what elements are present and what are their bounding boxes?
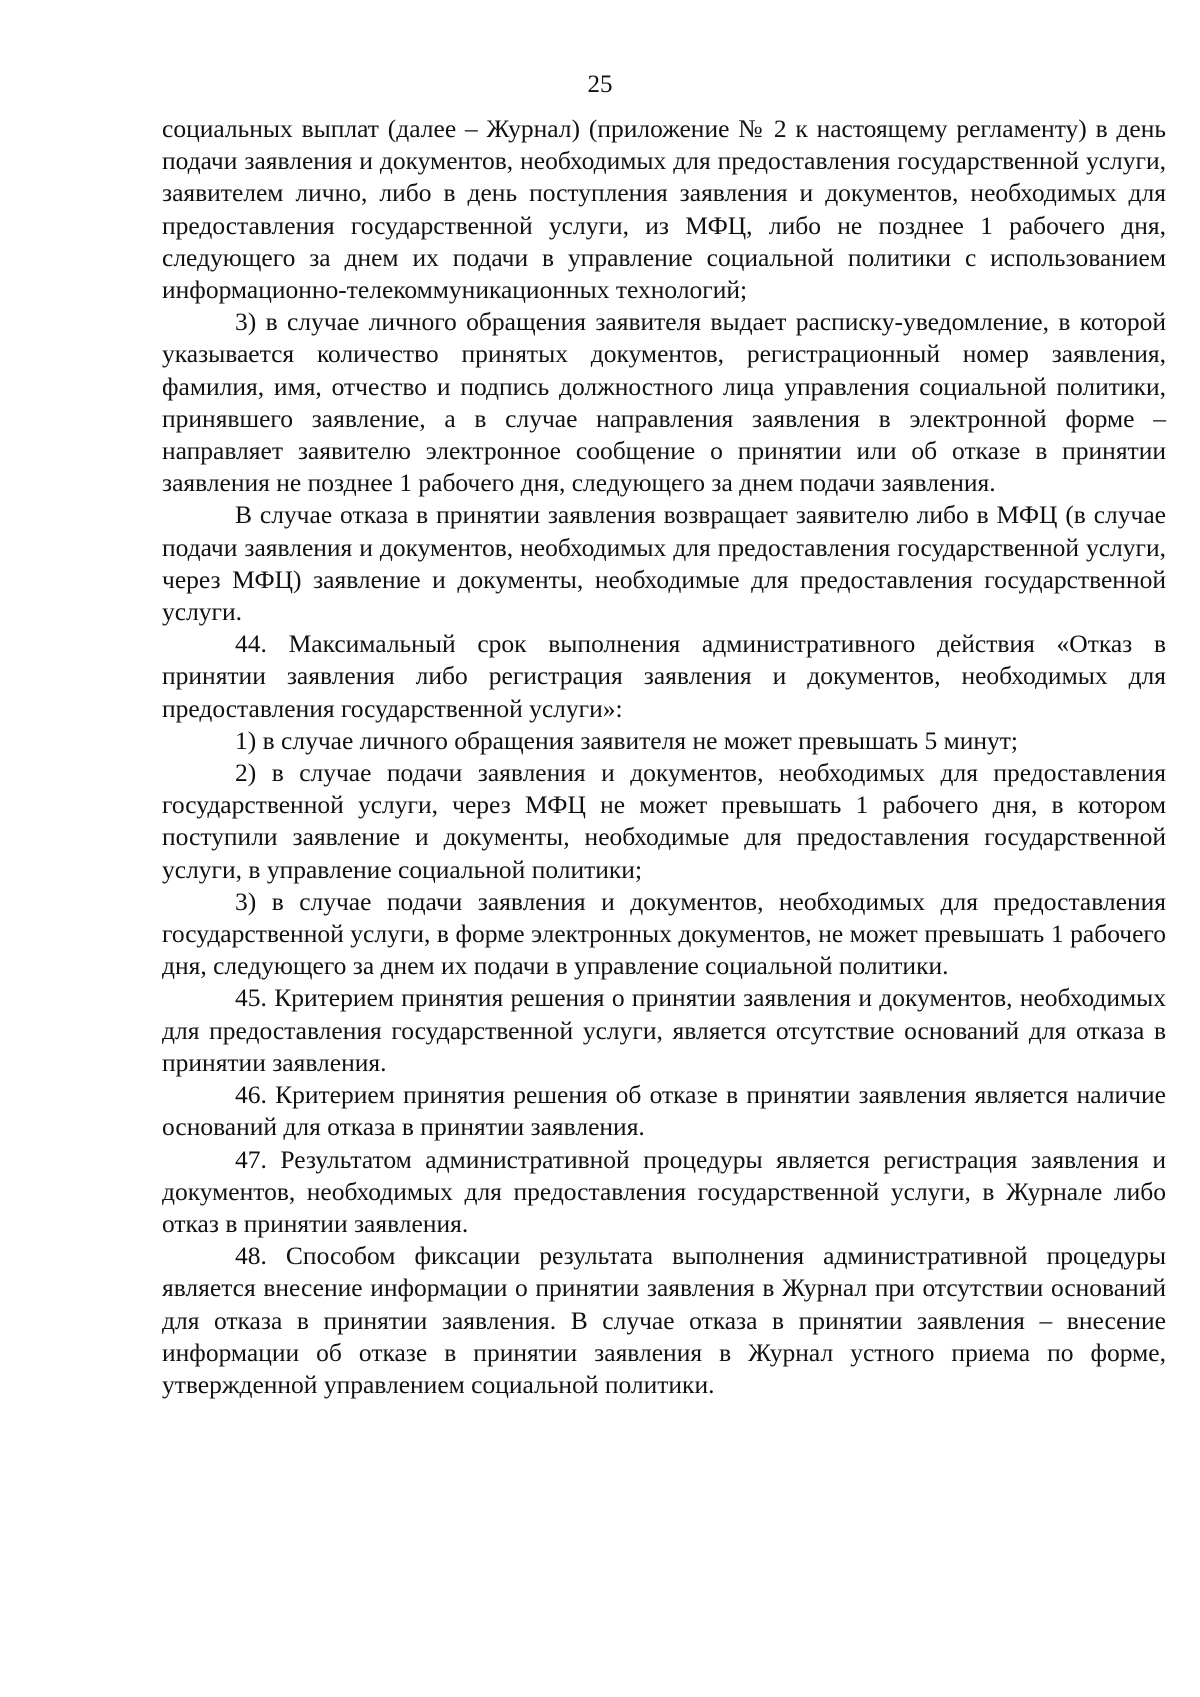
paragraph-item-3-receipt: 3) в случае личного обращения заявителя выдает расписку-уведомление, в которой указывается количество принятых документов, регистрационный номер заявления, фамилия, имя, отчество и подпись должностного лица управления социальной политики, принявшего заявление, а в случае направления заявления в электронной форме – направляет заявителю электронное сообщение о принятии или об отказе в принятии заявления не позднее 1 рабочего дня, следующего за днем подачи заявления. bbox=[162, 307, 1166, 498]
paragraph-44-item-2: 2) в случае подачи заявления и документов, необходимых для предоставления государственной услуги, через МФЦ не может превышать 1 рабочего дня, в котором поступили заявление и документы, необходимые для предоставления государственной услуги, в управление социальной политики; bbox=[162, 758, 1166, 884]
document-body bbox=[162, 113, 1166, 1401]
paragraph-44-item-3: 3) в случае подачи заявления и документов, необходимых для предоставления государственной услуги, в форме электронных документов, не может превышать 1 рабочего дня, следующего за днем их подачи в управление социальной политики. bbox=[162, 886, 1166, 981]
paragraph-continuation: социальных выплат (далее – Журнал) (приложение № 2 к настоящему регламенту) в день подачи заявления и документов, необходимых для предоставления государственной услуги, заявителем лично, либо в день поступления заявления и документов, необходимых для предоставления государственной услуги, из МФЦ, либо не позднее 1 рабочего дня, следующего за днем их подачи в управление социальной политики с использованием информационно-телекоммуникационных технологий; bbox=[162, 114, 1166, 305]
paragraph-48: 48. Способом фиксации результата выполнения административной процедуры является внесение информации о принятии заявления в Журнал при отсутствии оснований для отказа в принятии заявления. В случае отказа в принятии заявления – внесение информации об отказе в принятии заявления в Журнал устного приема по форме, утвержденной управлением социальной политики. bbox=[162, 1241, 1166, 1399]
paragraph-45: 45. Критерием принятия решения о принятии заявления и документов, необходимых для предоставления государственной услуги, является отсутствие оснований для отказа в принятии заявления. bbox=[162, 983, 1166, 1077]
paragraph-47: 47. Результатом административной процедуры является регистрация заявления и документов, необходимых для предоставления государственной услуги, в Журнале либо отказ в принятии заявления. bbox=[162, 1144, 1166, 1238]
paragraph-refusal-return: В случае отказа в принятии заявления возвращает заявителю либо в МФЦ (в случае подачи заявления и документов, необходимых для предоставления государственной услуги, через МФЦ) заявление и документы, необходимые для предоставления государственной услуги. bbox=[162, 500, 1166, 627]
paragraph-46: 46. Критерием принятия решения об отказе в принятии заявления является наличие оснований для отказа в принятии заявления. bbox=[162, 1080, 1166, 1142]
paragraph-44: 44. Максимальный срок выполнения административного действия «Отказ в принятии заявления либо регистрация заявления и документов, необходимых для предоставления государственной услуги»: bbox=[162, 629, 1166, 723]
paragraph-44-item-1: 1) в случае личного обращения заявителя не может превышать 5 минут; bbox=[235, 725, 1019, 755]
page-number: 25 bbox=[587, 71, 613, 98]
